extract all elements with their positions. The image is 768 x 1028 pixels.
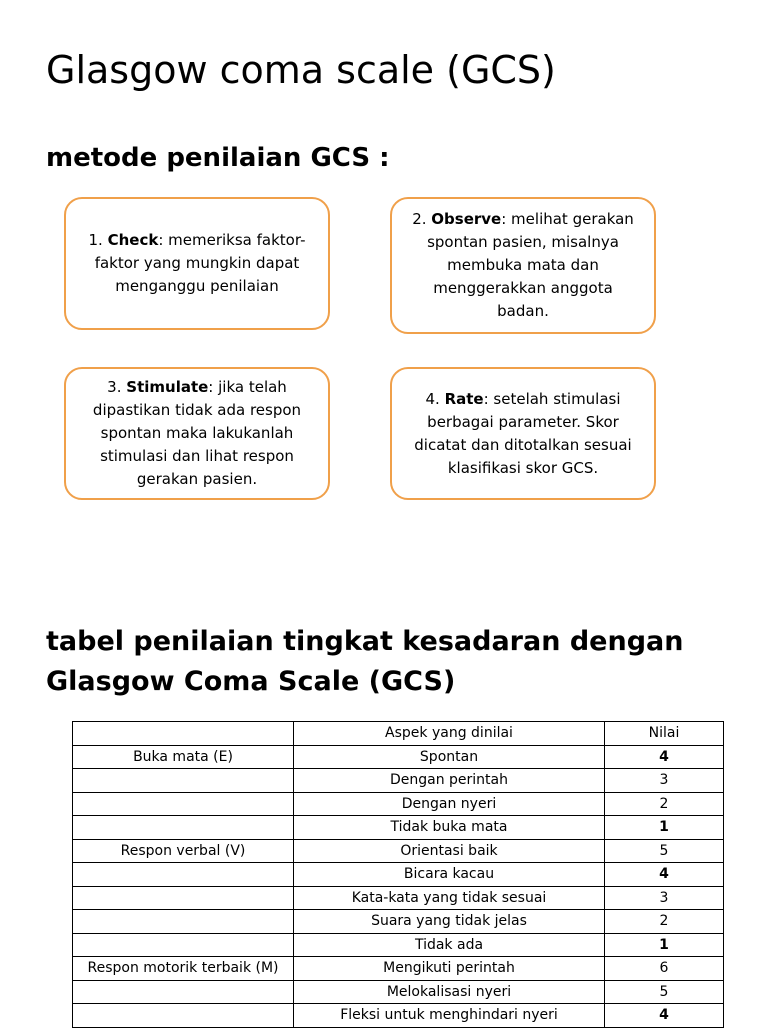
step-number: 3. [107, 378, 122, 396]
table-cell-aspect: Bicara kacau [294, 863, 605, 887]
table-cell-value: 3 [605, 769, 724, 793]
step-text [408, 388, 638, 480]
table-row [73, 910, 724, 934]
table-row [73, 886, 724, 910]
table-cell-category [73, 816, 294, 840]
step-keyword: Observe [431, 210, 502, 228]
table-cell-value: 4 [605, 745, 724, 769]
table-row [73, 816, 724, 840]
table-cell-category [73, 792, 294, 816]
table-header-row [73, 722, 724, 746]
table-cell-aspect: Tidak ada [294, 933, 605, 957]
step-box-rate [390, 367, 656, 500]
step-box-stimulate [64, 367, 330, 500]
table-cell-aspect: Kata-kata yang tidak sesuai [294, 886, 605, 910]
step-text [82, 376, 312, 491]
table-cell-aspect: Suara yang tidak jelas [294, 910, 605, 934]
table-header-category [73, 722, 294, 746]
table-row [73, 792, 724, 816]
table-cell-category [73, 886, 294, 910]
table-cell-aspect: Melokalisasi nyeri [294, 980, 605, 1004]
table-cell-category: Respon motorik terbaik (M) [73, 957, 294, 981]
table-row [73, 745, 724, 769]
table-cell-category [73, 910, 294, 934]
step-number: 4. [425, 389, 440, 408]
table-row [73, 769, 724, 793]
step-description: : setelah stimulasi berbagai parameter. Skor dicatat dan ditotalkan sesuai klasifikasi skor GCS. [414, 389, 632, 477]
step-keyword: Check [107, 231, 159, 249]
table-cell-value: 1 [605, 816, 724, 840]
page-title: Glasgow coma scale (GCS) [46, 48, 556, 92]
table-cell-value: 1 [605, 933, 724, 957]
step-box-observe [390, 197, 656, 334]
step-keyword: Stimulate [126, 378, 209, 396]
table-cell-value: 6 [605, 957, 724, 981]
table-cell-aspect: Mengikuti perintah [294, 957, 605, 981]
table-cell-value: 5 [605, 839, 724, 863]
table-cell-aspect: Orientasi baik [294, 839, 605, 863]
step-description: : jika telah dipastikan tidak ada respon spontan maka lakukanlah stimulasi dan lihat respon gerakan pasien. [92, 378, 302, 488]
step-text [82, 229, 312, 298]
table-row [73, 957, 724, 981]
table-header-aspect: Aspek yang dinilai [294, 722, 605, 746]
table-cell-category: Buka mata (E) [73, 745, 294, 769]
step-description: : melihat gerakan spontan pasien, misalnya membuka mata dan menggerakkan anggota badan. [427, 210, 634, 320]
gcs-table [72, 721, 724, 1028]
table-cell-category: Respon verbal (V) [73, 839, 294, 863]
table-cell-category [73, 769, 294, 793]
table-cell-category [73, 980, 294, 1004]
table-row [73, 839, 724, 863]
table-row [73, 863, 724, 887]
table-cell-value: 4 [605, 863, 724, 887]
table-cell-category [73, 933, 294, 957]
table-cell-aspect: Spontan [294, 745, 605, 769]
table-cell-aspect: Dengan nyeri [294, 792, 605, 816]
table-cell-aspect: Tidak buka mata [294, 816, 605, 840]
table-cell-category [73, 1004, 294, 1028]
step-number: 2. [412, 210, 427, 228]
table-cell-value: 5 [605, 980, 724, 1004]
table-cell-value: 2 [605, 910, 724, 934]
table-header-value: Nilai [605, 722, 724, 746]
table-row [73, 933, 724, 957]
step-number: 1. [88, 231, 103, 249]
table-cell-value: 3 [605, 886, 724, 910]
table-cell-aspect: Dengan perintah [294, 769, 605, 793]
table-body [73, 745, 724, 1027]
table-cell-category [73, 863, 294, 887]
table-cell-value: 2 [605, 792, 724, 816]
table-cell-aspect: Fleksi untuk menghindari nyeri [294, 1004, 605, 1028]
methods-subtitle: metode penilaian GCS : [46, 143, 390, 173]
step-box-check [64, 197, 330, 330]
table-row [73, 980, 724, 1004]
step-keyword: Rate [444, 389, 484, 408]
table-row [73, 1004, 724, 1028]
table-section-title: tabel penilaian tingkat kesadaran dengan Glasgow Coma Scale (GCS) [46, 626, 684, 697]
step-text [408, 208, 638, 323]
table-cell-value: 4 [605, 1004, 724, 1028]
step-description: : memeriksa faktor-faktor yang mungkin dapat menganggu penilaian [94, 231, 306, 295]
